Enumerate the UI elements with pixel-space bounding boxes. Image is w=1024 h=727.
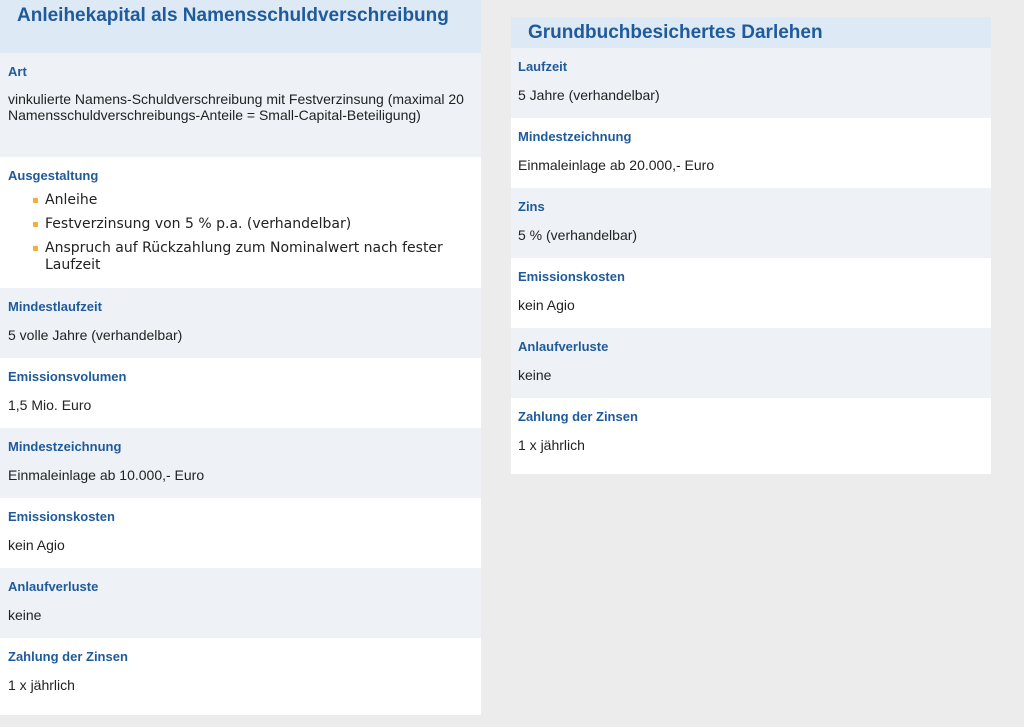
bullet-icon bbox=[33, 246, 38, 251]
section-label: Zins bbox=[518, 199, 545, 214]
list-item bbox=[33, 216, 473, 233]
list-item bbox=[33, 240, 473, 274]
section-label: Ausgestaltung bbox=[8, 168, 99, 183]
section-anlaufverluste bbox=[511, 328, 991, 398]
section-label: Zahlung der Zinsen bbox=[518, 409, 638, 424]
bullet-text: Festverzinsung von 5 % p.a. (verhandelbar) bbox=[45, 216, 352, 232]
left-panel-anleihekapital bbox=[0, 0, 481, 715]
section-label: Anlaufverluste bbox=[518, 339, 609, 354]
list-item bbox=[33, 192, 473, 209]
section-emissionsvolumen bbox=[0, 358, 481, 428]
section-value: kein Agio bbox=[8, 537, 65, 553]
section-art bbox=[0, 53, 481, 157]
section-value: 5 volle Jahre (verhandelbar) bbox=[8, 327, 183, 343]
section-label: Mindestlaufzeit bbox=[8, 299, 102, 314]
section-emissionskosten bbox=[511, 258, 991, 328]
section-zins bbox=[511, 188, 991, 258]
bullet-list bbox=[8, 192, 473, 274]
section-label: Mindestzeichnung bbox=[8, 439, 122, 454]
section-label: Laufzeit bbox=[518, 59, 568, 74]
section-value: kein Agio bbox=[518, 297, 575, 313]
section-value: 1 x jährlich bbox=[518, 437, 585, 453]
bullet-icon bbox=[33, 198, 38, 203]
right-panel-title: Grundbuchbesichertes Darlehen bbox=[511, 17, 991, 48]
bullet-text: Anleihe bbox=[45, 192, 98, 208]
section-mindestzeichnung bbox=[0, 428, 481, 498]
section-label: Art bbox=[8, 64, 27, 79]
section-value: keine bbox=[8, 607, 42, 623]
section-value: vinkulierte Namens-Schuldverschreibung mit Festverzinsung (maximal 20 Namensschuldverschreibungs-Anteile = Small-Capital-Beteiligung) bbox=[8, 91, 464, 123]
bullet-text: Anspruch auf Rückzahlung zum Nominalwert nach fester Laufzeit bbox=[45, 240, 443, 273]
section-label: Zahlung der Zinsen bbox=[8, 649, 128, 664]
section-label: Emissionskosten bbox=[8, 509, 115, 524]
section-mindestzeichnung bbox=[511, 118, 991, 188]
bullet-icon bbox=[33, 222, 38, 227]
left-panel-title: Anleihekapital als Namensschuldverschreibung bbox=[0, 0, 481, 53]
section-laufzeit bbox=[511, 48, 991, 118]
section-value: Einmaleinlage ab 10.000,- Euro bbox=[8, 467, 205, 483]
right-panel-darlehen bbox=[511, 17, 991, 474]
section-value: Einmaleinlage ab 20.000,- Euro bbox=[518, 157, 715, 173]
section-label: Emissionskosten bbox=[518, 269, 625, 284]
section-zahlung-der-zinsen bbox=[511, 398, 991, 474]
section-anlaufverluste bbox=[0, 568, 481, 638]
section-emissionskosten bbox=[0, 498, 481, 568]
section-value: 5 % (verhandelbar) bbox=[518, 227, 638, 243]
section-ausgestaltung bbox=[0, 157, 481, 288]
section-mindestlaufzeit bbox=[0, 288, 481, 358]
section-label: Mindestzeichnung bbox=[518, 129, 632, 144]
section-zahlung-der-zinsen bbox=[0, 638, 481, 715]
section-value: 5 Jahre (verhandelbar) bbox=[518, 87, 660, 103]
section-label: Emissionsvolumen bbox=[8, 369, 127, 384]
section-label: Anlaufverluste bbox=[8, 579, 99, 594]
section-value: 1 x jährlich bbox=[8, 677, 75, 693]
section-value: 1,5 Mio. Euro bbox=[8, 397, 92, 413]
section-value: keine bbox=[518, 367, 552, 383]
